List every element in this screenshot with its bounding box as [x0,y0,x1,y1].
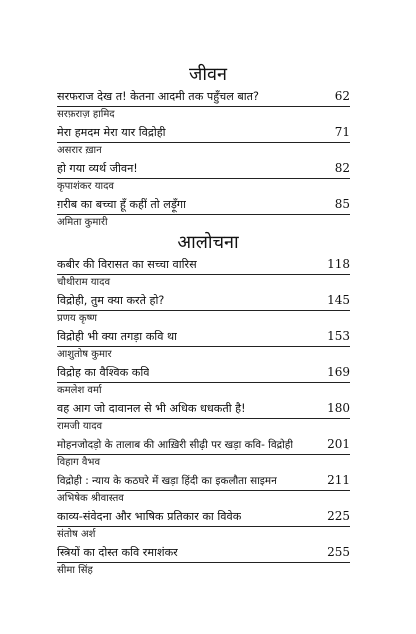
toc-entry[interactable] [57,544,350,578]
toc-entry[interactable] [57,472,350,506]
toc-entry[interactable] [57,400,350,434]
toc-entry-page-number: 71 [334,125,350,139]
toc-entry-title: विद्रोही, तुम क्या करते हो? [57,294,165,307]
toc-entry-author: असरार ख़ान [57,145,102,156]
toc-entry[interactable] [57,160,350,194]
toc-entry-author: प्रणय कृष्ण [57,313,98,324]
toc-entry-author: चौथीराम यादव [57,277,111,288]
toc-entry-title: विद्रोही भी क्या तगड़ा कवि था [57,330,178,343]
toc-entry-row [57,400,350,419]
toc-entry-row [57,328,350,347]
toc-entry-author: सीमा सिंह [57,565,93,576]
toc-entry-title: स्त्रियों का दोस्त कवि रमाशंकर [57,546,178,559]
toc-entry-row [57,436,350,455]
toc-entry-author: आशुतोष कुमार [57,349,112,360]
toc-entry-page-number: 62 [334,89,350,103]
toc-entry-page-number: 180 [327,401,350,415]
toc-entry-author: अमिता कुमारी [57,217,108,228]
toc-entry-page-number: 211 [327,473,350,487]
toc-entry-row [57,124,350,143]
toc-entry[interactable] [57,256,350,290]
toc-entry[interactable] [57,124,350,158]
toc-entry-page-number: 145 [327,293,350,307]
toc-entry-row [57,196,350,215]
toc-entry-author: संतोष अर्श [57,529,96,540]
toc-entry-title: विद्रोही : न्याय के कठघरे में खड़ा हिंदी का इकलौता साइमन [57,475,277,487]
toc-entry[interactable] [57,328,350,362]
toc-entry-page-number: 255 [327,545,350,559]
toc-entry-author: विहाग वैभव [57,457,101,468]
toc-entry-row [57,292,350,311]
toc-entry-page-number: 169 [327,365,350,379]
toc-entry[interactable] [57,292,350,326]
toc-entry-row [57,508,350,527]
toc-entry-page-number: 118 [327,257,350,271]
toc-entry-page-number: 225 [327,509,350,523]
toc-entry-row [57,544,350,563]
toc-entry-row [57,472,350,491]
toc-entry[interactable] [57,508,350,542]
toc-entry-title: विद्रोह का वैश्विक कवि [57,366,150,379]
toc-entry-row [57,256,350,275]
toc-entry-title: काव्य-संवेदना और भाषिक प्रतिकार का विवेक [57,510,242,523]
toc-entry-title: ग़रीब का बच्चा हूँ कहीं तो लड़ूँगा [57,198,187,211]
toc-entry-author: कमलेश वर्मा [57,385,102,396]
toc-entry-author: सरफ़राज़ हामिद [57,109,115,120]
toc-entry-author: कृपाशंकर यादव [57,181,114,192]
toc-entry-page-number: 201 [327,437,350,451]
toc-entry[interactable] [57,88,350,122]
toc-entry-row [57,160,350,179]
toc-entry-title: वह आग जो दावानल से भी अधिक धधकती है! [57,402,246,415]
toc-entry[interactable] [57,196,350,230]
toc-entry-title: मेरा हमदम मेरा यार विद्रोही [57,126,166,139]
toc-entry-row [57,364,350,383]
section-heading-jeevan: जीवन [188,64,228,85]
toc-entry-page-number: 82 [334,161,350,175]
toc-entry-row [57,88,350,107]
toc-entry-page-number: 153 [327,329,350,343]
toc-entry-author: रामजी यादव [57,421,103,432]
toc-entry-title: हो गया व्यर्थ जीवन! [57,162,138,175]
toc-entry[interactable] [57,364,350,398]
toc-entry-title: कबीर की विरासत का सच्चा वारिस [57,258,197,271]
section-heading-aalochana: आलोचना [177,232,239,253]
toc-entry[interactable] [57,436,350,470]
toc-entry-author: अभिषेक श्रीवास्तव [57,493,124,504]
toc-entry-title: सरफराज देख त! केतना आदमी तक पहुँचल बात? [57,90,259,103]
toc-entry-page-number: 85 [334,197,350,211]
toc-entry-title: मोहनजोदड़ो के तालाब की आख़िरी सीढ़ी पर खड़ा कवि- विद्रोही [57,439,294,451]
